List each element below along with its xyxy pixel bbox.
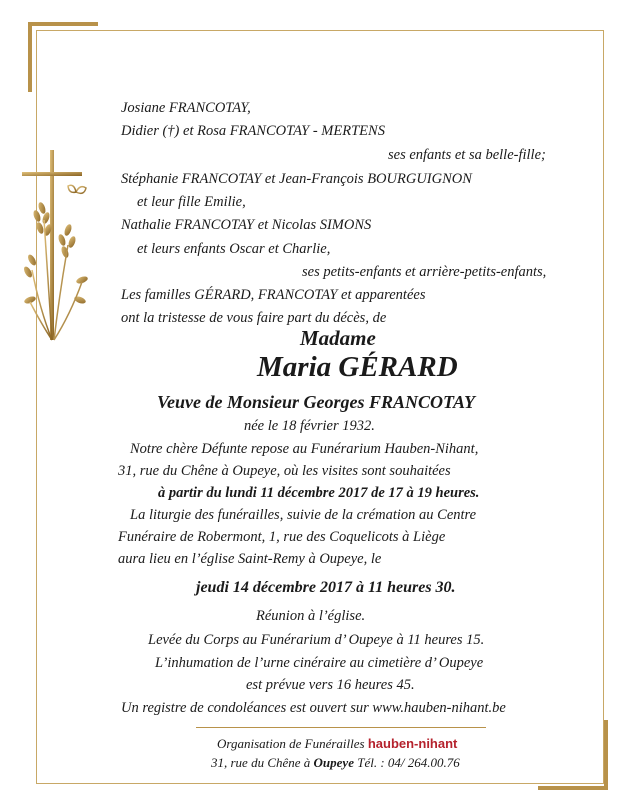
- frame-corner-top-left-vertical: [28, 22, 32, 92]
- footer-divider: [196, 727, 486, 728]
- footer-address-prefix: 31, rue du Chêne à: [211, 755, 311, 770]
- detail-line: née le 18 février 1932.: [244, 418, 375, 434]
- family-line: Stéphanie FRANCOTAY et Jean-François BOURGUIGNON: [121, 171, 472, 187]
- family-line: Nathalie FRANCOTAY et Nicolas SIMONS: [121, 217, 372, 233]
- detail-line: La liturgie des funérailles, suivie de la crémation au Centre: [130, 507, 477, 523]
- frame-corner-bottom-right: [538, 786, 608, 790]
- footer-address: [211, 756, 460, 769]
- footer-town: Oupeye: [313, 755, 354, 770]
- family-line: ses enfants et sa belle-fille;: [388, 147, 546, 163]
- family-line: et leurs enfants Oscar et Charlie,: [137, 241, 331, 257]
- detail-line: Funéraire de Robermont, 1, rue des Coquelicots à Liège: [118, 529, 446, 545]
- footer-org: [217, 737, 457, 750]
- cross-wheat-icon: [20, 150, 105, 350]
- family-line: et leur fille Emilie,: [137, 194, 246, 210]
- title: Madame: [300, 326, 376, 350]
- detail-line: Notre chère Défunte repose au Funérarium Hauben-Nihant,: [130, 441, 479, 457]
- closing-line: est prévue vers 16 heures 45.: [246, 677, 415, 693]
- footer-org-prefix: Organisation de Funérailles: [217, 736, 365, 751]
- widow-of: Veuve de Monsieur Georges FRANCOTAY: [157, 392, 476, 412]
- visiting-hours: à partir du lundi 11 décembre 2017 de 17 à 19 heures.: [158, 485, 480, 501]
- frame-corner-bottom-right-vertical: [604, 720, 608, 790]
- deceased-name: Maria GÉRARD: [257, 351, 458, 383]
- footer-phone: Tél. : 04/ 264.00.76: [357, 755, 460, 770]
- family-line: ont la tristesse de vous faire part du décès, de: [121, 310, 387, 326]
- closing-line: Levée du Corps au Funérarium d’ Oupeye à 11 heures 15.: [148, 632, 485, 648]
- family-line: Josiane FRANCOTAY,: [121, 100, 251, 116]
- closing-line: Réunion à l’église.: [256, 608, 366, 624]
- condolences-line: Un registre de condoléances est ouvert sur www.hauben-nihant.be: [121, 700, 506, 716]
- family-line: Didier (†) et Rosa FRANCOTAY - MERTENS: [121, 123, 385, 139]
- closing-line: L’inhumation de l’urne cinéraire au cimetière d’ Oupeye: [155, 655, 484, 671]
- detail-line: 31, rue du Chêne à Oupeye, où les visites sont souhaitées: [118, 463, 451, 479]
- detail-line: aura lieu en l’église Saint-Remy à Oupeye, le: [118, 551, 382, 567]
- funeral-date: jeudi 14 décembre 2017 à 11 heures 30.: [196, 579, 456, 596]
- family-line: Les familles GÉRARD, FRANCOTAY et apparentées: [121, 287, 426, 303]
- frame-corner-top-left: [28, 22, 98, 26]
- brand-logo: hauben-nihant: [367, 736, 458, 751]
- family-line: ses petits-enfants et arrière-petits-enfants,: [302, 264, 547, 280]
